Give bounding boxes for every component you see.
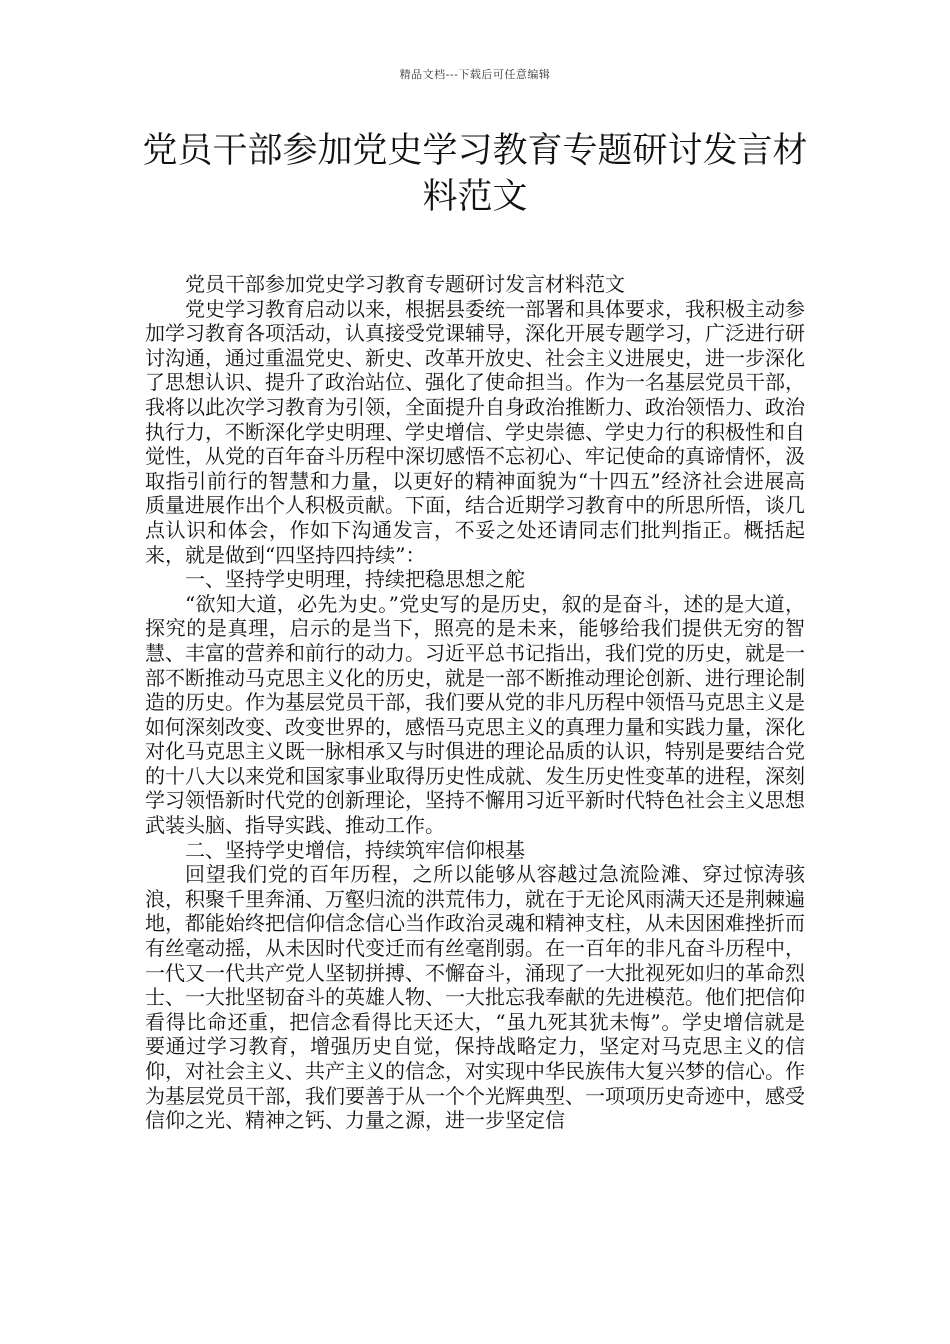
subtitle-paragraph: 党员干部参加党史学习教育专题研讨发言材料范文 (185, 272, 625, 296)
section-heading-2: 二、坚持学史增信，持续筑牢信仰根基 (185, 837, 525, 862)
intro-paragraph: 党史学习教育启动以来，根据县委统一部署和具体要求，我积极主动参加学习教育各项活动，认真接受党课辅导，深化开展专题学习，广泛进行研讨沟通，通过重温党史、新史、改革开放史、社会主义进展史，进一步深化了思想认识、提升了政治站位、强化了使命担当。作为一名基层党员干部，我将以此次学习教育为引领，全面提升自身政治推断力、政治领悟力、政治执行力，不断深化学史明理、学史增信、学史崇德、学史力行的积极性和自觉性，从党的百年奋斗历程中深切感悟不忘初心、牢记使命的真谛情怀，汲取指引前行的智慧和力量，以更好的精神面貌为“十四五”经济社会进展高质量进展作出个人积极贡献。下面，结合近期学习教育中的所思所悟，谈几点认识和体会，作如下沟通发言，不妥之处还请同志们批判指正。概括起来，就是做到“四坚持四持续”： (145, 296, 805, 567)
document-title: 党员干部参加党史学习教育专题研讨发言材料范文 (142, 131, 808, 217)
section-2-paragraph: 回望我们党的百年历程，之所以能够从容越过急流险滩、穿过惊涛骇浪，积聚千里奔涌、万壑归流的洪荒伟力，就在于无论风雨满天还是荆棘遍地，都能始终把信仰信念信心当作政治灵魂和精神支柱，从未因困难挫折而有丝毫动摇，从未因时代变迁而有丝毫削弱。在一百年的非凡奋斗历程中，一代又一代共产党人坚韧拼搏、不懈奋斗，涌现了一大批视死如归的革命烈士、一大批坚韧奋斗的英雄人物、一大批忘我奉献的先进模范。他们把信仰看得比命还重，把信念看得比天还大，“虽九死其犹未悔”。学史增信就是要通过学习教育，增强历史自觉，保持战略定力，坚定对马克思主义的信仰，对社会主义、共产主义的信念，对实现中华民族伟大复兴梦的信心。作为基层党员干部，我们要善于从一个个光辉典型、一项项历史奇迹中，感受信仰之光、精神之钙、力量之源，进一步坚定信 (145, 862, 805, 1133)
section-heading-1: 一、坚持学史明理，持续把稳思想之舵 (185, 567, 525, 592)
document-body (145, 272, 805, 1133)
header-note: 精品文档---下载后可任意编辑 (399, 68, 551, 81)
section-1-paragraph: “欲知大道，必先为史。”党史写的是历史，叙的是奋斗，述的是大道，探究的是真理，启示的是当下，照亮的是未来，能够给我们提供无穷的智慧、丰富的营养和前行的动力。习近平总书记指出，我们党的历史，就是一部不断推动马克思主义化的历史，就是一部不断推动理论创新、进行理论制造的历史。作为基层党员干部，我们要从党的非凡历程中领悟马克思主义是如何深刻改变、改变世界的，感悟马克思主义的真理力量和实践力量，深化对化马克思主义既一脉相承又与时俱进的理论品质的认识，特别是要结合党的十八大以来党和国家事业取得历史性成就、发生历史性变革的进程，深刻学习领悟新时代党的创新理论，坚持不懈用习近平新时代特色社会主义思想武装头脑、指导实践、推动工作。 (145, 591, 805, 838)
